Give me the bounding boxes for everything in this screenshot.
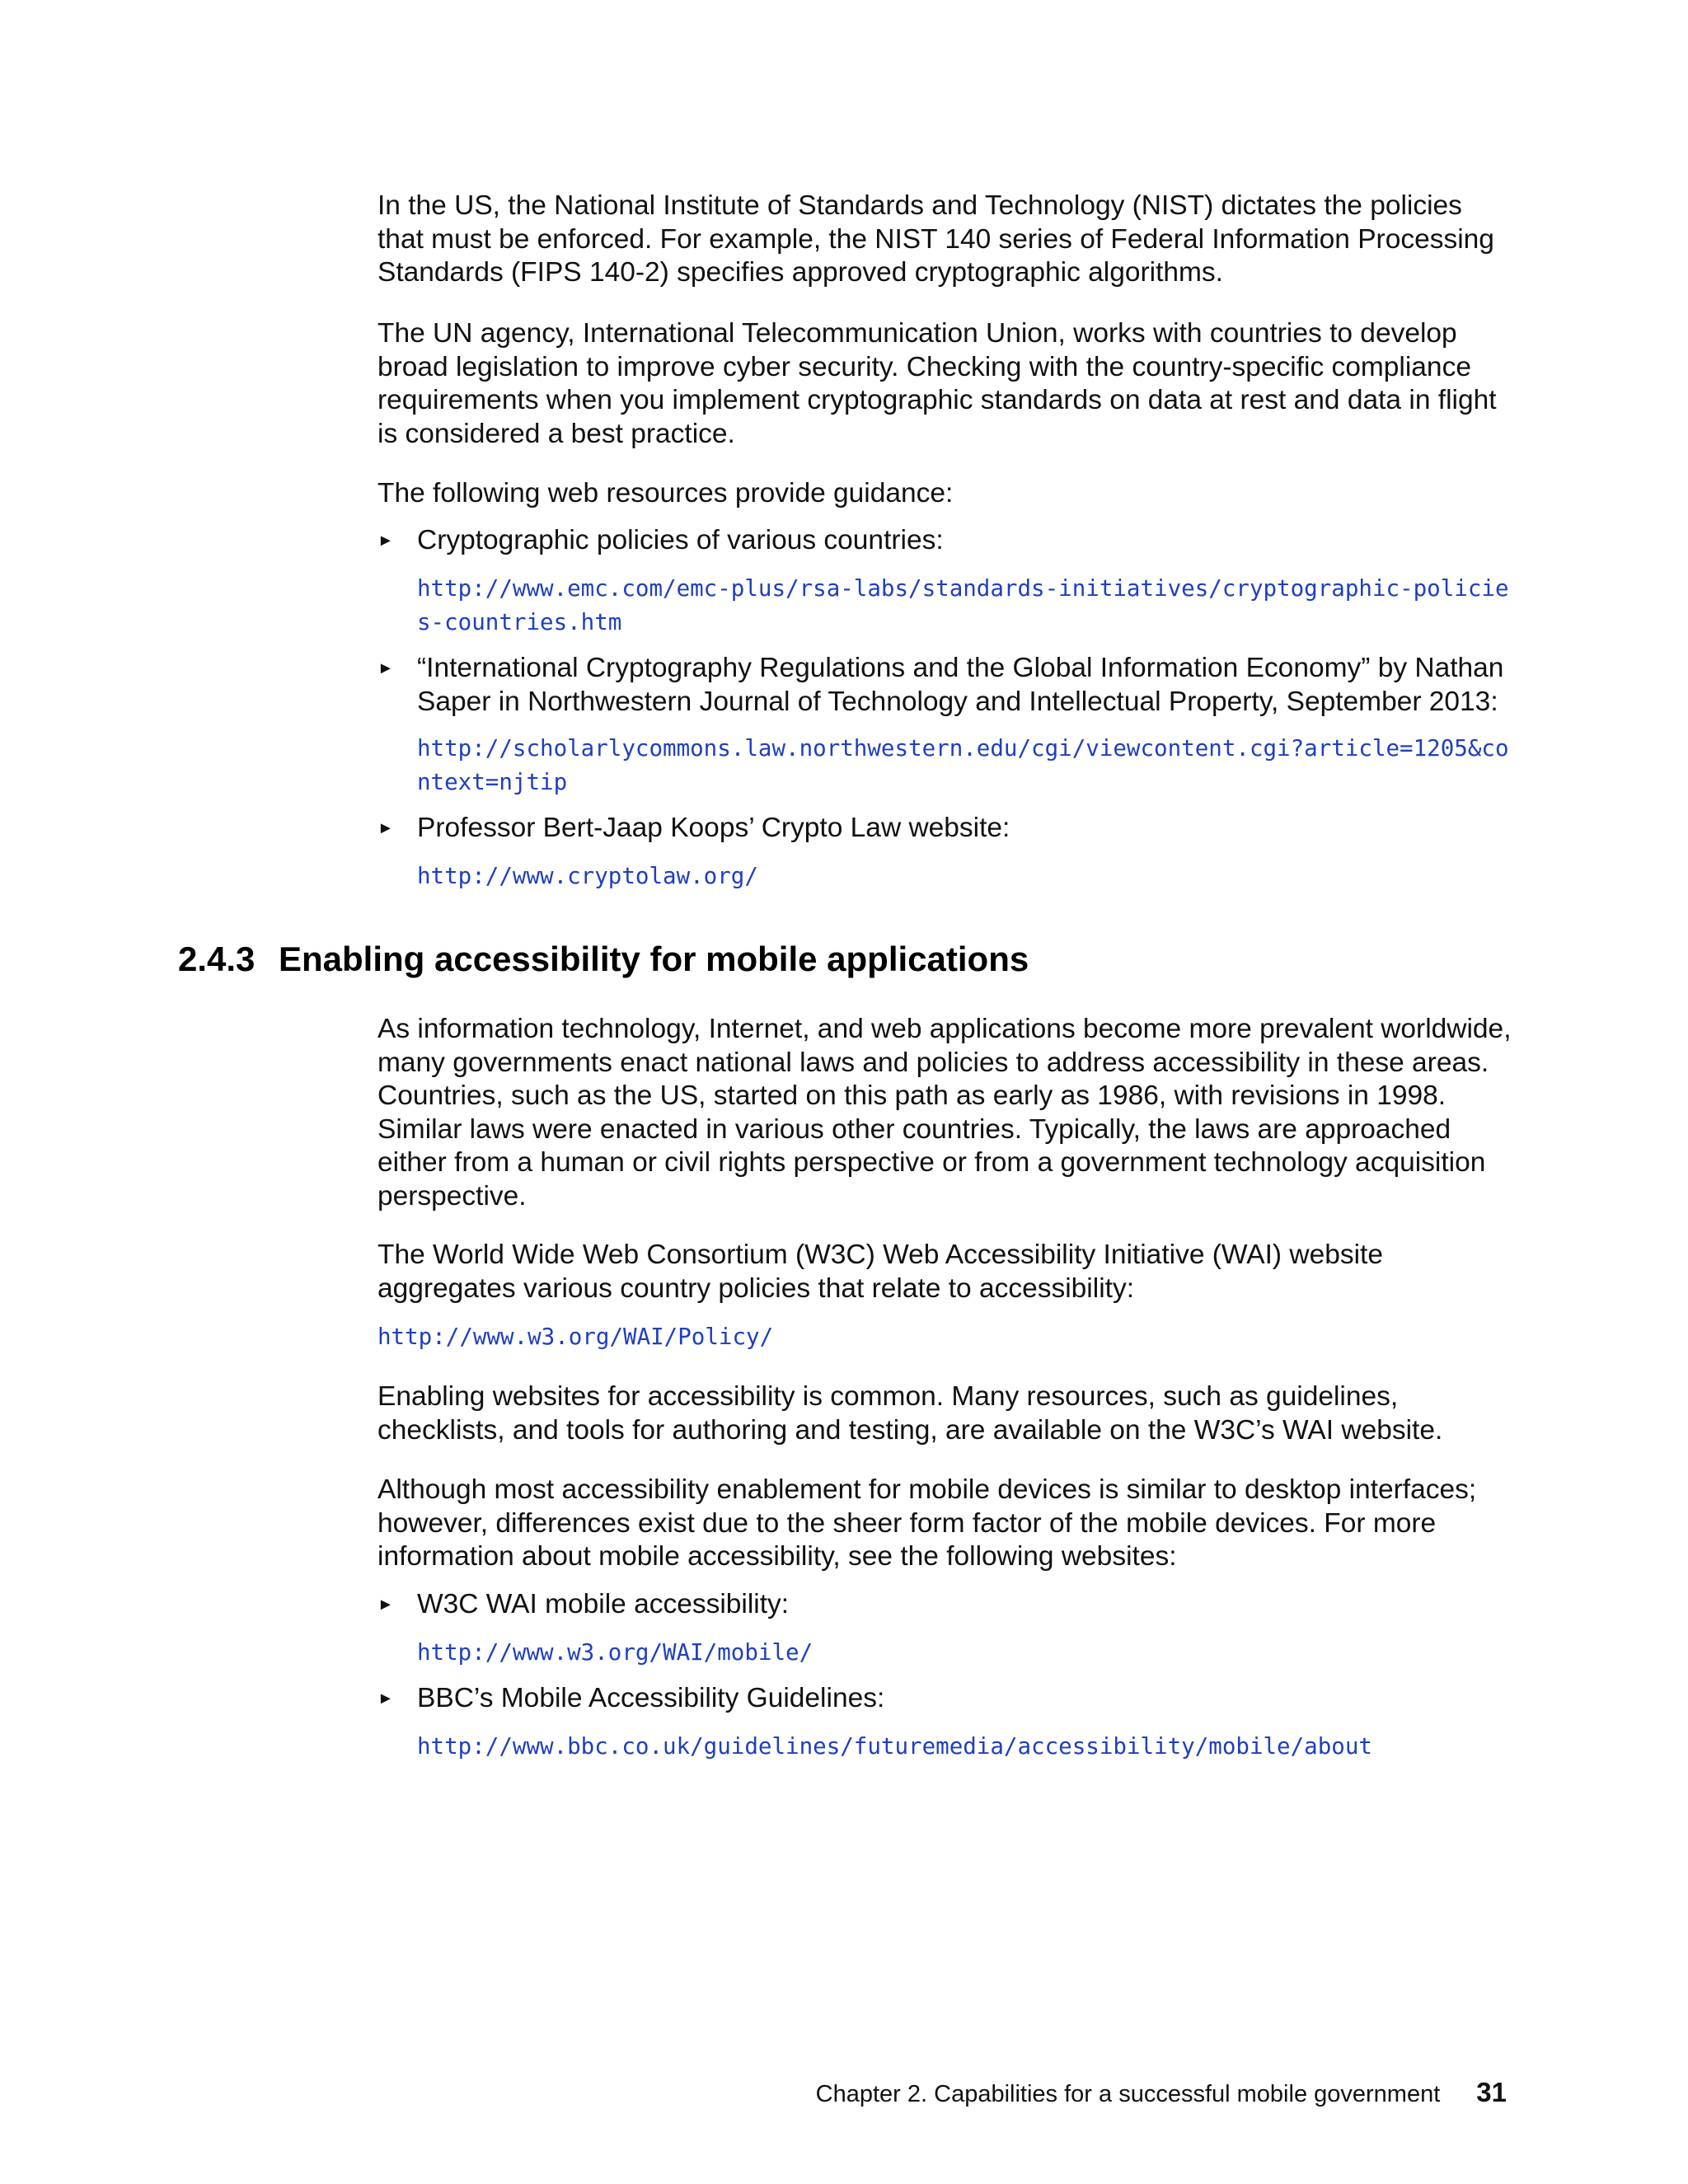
bullet-icon: ►: [377, 819, 394, 837]
page-number: 31: [1476, 2077, 1507, 2107]
resource-link[interactable]: http://www.cryptolaw.org/: [417, 863, 758, 889]
paragraph-mobile-differences: Although most accessibility enablement for mobile devices is similar to desktop interfaces; however, differences exist due to the sheer form factor of the mobile devices. For more information about mobile accessibility, see the following websites:: [377, 1474, 1477, 1572]
list-item-label: W3C WAI mobile accessibility:: [417, 1589, 790, 1619]
resource-link[interactable]: http://scholarlycommons.law.northwestern.edu/cgi/viewcontent.cgi?article=1205&context=njtip: [417, 735, 1509, 795]
bullet-icon: ►: [377, 1596, 394, 1614]
section-heading: [178, 938, 1029, 981]
footer-chapter-title: Chapter 2. Capabilities for a successful mobile government: [815, 2081, 1441, 2107]
paragraph-un: The UN agency, International Telecommunication Union, works with countries to develop broad legislation to improve cyber security. Checking with the country-specific compliance requirements when you implement cryptographic standards on data at rest and data in flight is considered a best practice.: [377, 318, 1497, 449]
list-item-label: Cryptographic policies of various countries:: [417, 525, 944, 555]
paragraph-w3c-wai: The World Wide Web Consortium (W3C) Web Accessibility Initiative (WAI) website aggregates various country policies that relate to accessibility:: [377, 1240, 1383, 1304]
page-footer: [816, 2078, 1507, 2109]
resource-link[interactable]: http://www.bbc.co.uk/guidelines/futuremedia/accessibility/mobile/about: [417, 1733, 1372, 1760]
list-item-label: BBC’s Mobile Accessibility Guidelines:: [417, 1683, 885, 1713]
resource-link[interactable]: http://www.w3.org/WAI/mobile/: [417, 1639, 814, 1666]
paragraph-enabling-websites: Enabling websites for accessibility is common. Many resources, such as guidelines, checklists, and tools for authoring and testing, are available on the W3C’s WAI website.: [377, 1381, 1443, 1446]
section-number: 2.4.3: [178, 940, 256, 978]
resource-link[interactable]: http://www.emc.com/emc-plus/rsa-labs/standards-initiatives/cryptographic-policies-countries.htm: [417, 575, 1509, 635]
bullet-icon: ►: [377, 659, 394, 677]
list-item-label: “International Cryptography Regulations and the Global Information Economy” by Nathan Saper in Northwestern Journal of Technology and Intellectual Property, September 2013:: [417, 653, 1504, 717]
paragraph-accessibility-laws: As information technology, Internet, and web applications become more prevalent worldwide, many governments enact national laws and policies to address accessibility in these areas. Countries, such as the US, started on this path as early as 1986, with revisions in 1998. Similar laws were enacted in various other countries. Typically, the laws are approached either from a human or civil rights perspective or from a government technology acquisition perspective.: [377, 1014, 1512, 1212]
section-title: Enabling accessibility for mobile applications: [279, 940, 1029, 978]
list-item-label: Professor Bert-Jaap Koops’ Crypto Law website:: [417, 813, 1010, 843]
paragraph-nist: In the US, the National Institute of Standards and Technology (NIST) dictates the policies that must be enforced. For example, the NIST 140 series of Federal Information Processing Standards (FIPS 140-2) specifies approved cryptographic algorithms.: [377, 190, 1494, 288]
w3c-policy-link[interactable]: http://www.w3.org/WAI/Policy/: [377, 1324, 774, 1350]
bullet-icon: ►: [377, 532, 394, 550]
bullet-icon: ►: [377, 1690, 394, 1708]
paragraph-resources-intro: The following web resources provide guidance:: [377, 478, 954, 509]
